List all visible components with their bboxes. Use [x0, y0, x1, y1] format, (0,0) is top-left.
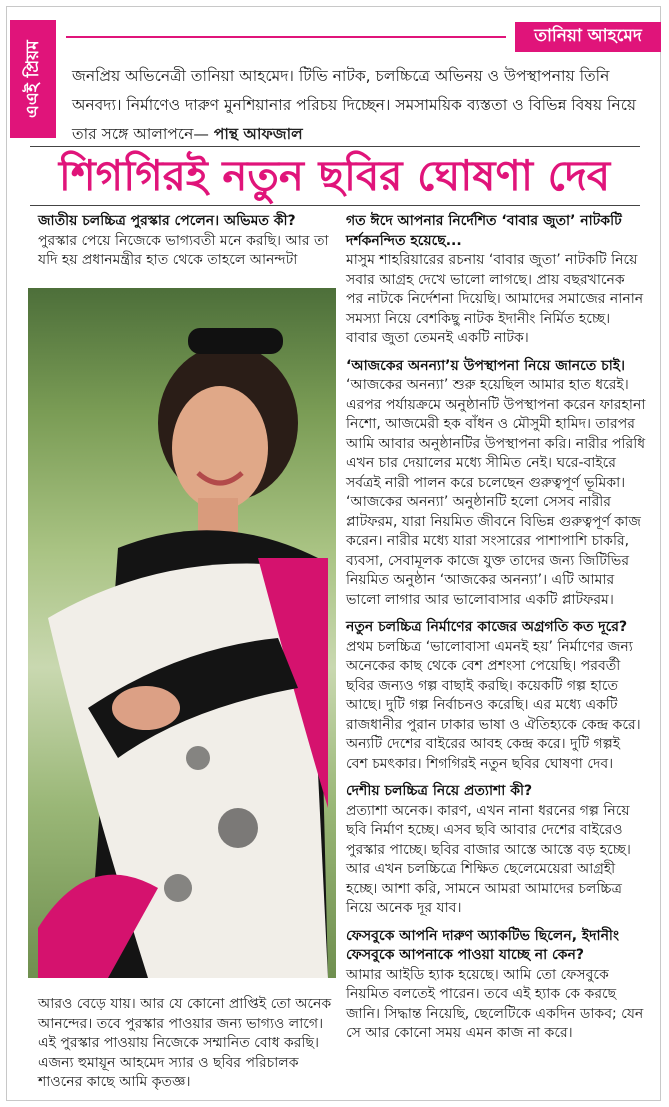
left-column-top	[38, 212, 338, 279]
question-5: দেশীয় চলচ্চিত্র নিয়ে প্রত্যাশা কী?	[346, 783, 533, 799]
question-3: ‘আজকের অনন্যা’য় উপস্থাপনা নিয়ে জানতে চাই।	[346, 357, 626, 374]
intro-paragraph	[72, 62, 652, 149]
answer-2: মাসুম শাহরিয়ারের রচনায় ‘বাবার জুতা’ নাটকটি নিয়ে সবার আগ্রহ দেখে ভালো লাগছে। প্রায় বছরখানেক পর নাটকে নির্দেশনা দিয়েছি। আমাদের সমাজের নানান সমস্যা নিয়ে বেশকিছু নাটক ইদানীং নির্মিত হচ্ছে। বাবার জুতা তেমনই একটি নাটক।	[346, 252, 644, 346]
left-column-bottom	[38, 995, 338, 1101]
divider-top	[30, 146, 640, 147]
answer-6: আমার আইডি হ্যাক হয়েছে। আমি তো ফেসবুকে নিয়মিত বলতেই পারেন। তবে এই হ্যাক কে করছে জানি। সিদ্ধান্ত নিয়েছি, ছেলেটিকে একদিন ডাকব; যেন সে আর কোনো সময় এমন কাজ না করে।	[346, 966, 644, 1041]
question-4: নতুন চলচ্চিত্র নির্মাণের কাজের অগ্রগতি কত দূরে?	[346, 619, 628, 635]
portrait-photo	[28, 288, 336, 978]
question-1: জাতীয় চলচ্চিত্র পুরস্কার পেলেন। অভিমত কী?	[38, 213, 296, 229]
header-rule	[66, 36, 506, 38]
intro-text: জনপ্রিয় অভিনেত্রী তানিয়া আহমেদ। টিভি নাটক, চলচ্চিত্রে অভিনয় ও উপস্থাপনায় তিনি অনবদ্য। নির্মাণেও দারুণ মুনশিয়ানার পরিচয় দিচ্ছেন। সমসাময়িক ব্যস্ততা ও বিভিন্ন বিষয় নিয়ে তার সঙ্গে আলাপনে—	[72, 67, 637, 143]
headline: শিগগিরই নতুন ছবির ঘোষণা দেব	[58, 151, 611, 200]
column-tag	[10, 20, 56, 138]
answer-5: প্রত্যাশা অনেক। কারণ, এখন নানা ধরনের গল্প নিয়ে ছবি নির্মাণ হচ্ছে। এসব ছবি আবার দেশের বাইরেও পুরস্কার পাচ্ছে। ছবির বাজার আস্তে আস্তে বড় হচ্ছে। আর এখন চলচ্চিত্রে শিক্ষিত ছেলেমেয়েরা আগ্রহী হচ্ছে। আশা করি, সামনে আমরা আমাদের চলচ্চিত্র নিয়ে অনেক দূর যাব।	[346, 802, 631, 916]
answer-1-bottom: আরও বেড়ে যায়। আর যে কোনো প্রাপ্তিই তো অনেক আনন্দের। তবে পুরস্কার পাওয়ার জন্য ভাগ্যও লাগে। এই পুরস্কার পাওয়ায় নিজেকে সম্মানিত বোধ করছি। এজন্য হুমায়ূন আহমেদ স্যার ও ছবির পরিচালক শাওনের কাছে আমি কৃতজ্ঞ।	[38, 996, 332, 1090]
right-column	[346, 212, 646, 1052]
answer-1-top: পুরস্কার পেয়ে নিজেকে ভাগ্যবতী মনে করছি। আর তা যদি হয় প্রধানমন্ত্রীর হাত থেকে তাহলে আনন্দটা	[38, 232, 329, 268]
divider-bottom	[30, 205, 640, 206]
answer-4: প্রথম চলচ্চিত্র ‘ভালোবাসা এমনই হয়’ নির্মাণের জন্য অনেকের কাছ থেকে বেশ প্রশংসা পেয়েছি। পরবর্তী ছবির জন্যও গল্প বাছাই করছি। কয়েকটি গল্প হাতে আছে। দুটি গল্প নির্বাচনও করেছি। এর মধ্যে একটি রাজধানীর পুরান ঢাকার ভাষা ও ঐতিহ্যকে কেন্দ্র করে। অন্যটি দেশের বাইরের আবহ কেন্দ্র করে। দুটি গল্পই বেশ চমৎকার। শিগগিরই নতুন ছবির ঘোষণা দেব।	[346, 638, 641, 772]
question-6: ফেসবুকে আপনি দারুণ অ্যাকটিভ ছিলেন, ইদানীং ফেসবুকে আপনাকে পাওয়া যাচ্ছে না কেন?	[346, 927, 619, 963]
answer-3: ‘আজকের অনন্যা’ শুরু হয়েছিল আমার হাত ধরেই। এরপর পর্যায়ক্রমে অনুষ্ঠানটি উপস্থাপনা করেন ফারহানা নিশো, আজমেরী হক বাঁধন ও মৌসুমী হামিদ। তারপর আমি আবার অনুষ্ঠানটির উপস্থাপনা করি। নারীর পরিধি এখন চার দেয়ালের মধ্যে সীমিত নেই। ঘরে-বাইরে সর্বত্রই নারী পালন করে চলেছেন গুরুত্বপূর্ণ ভূমিকা। ‘আজকের অনন্যা’ অনুষ্ঠানটি হলো সেসব নারীর প্লাটফরম, যারা নিয়মিত জীবনে বিভিন্ন গুরুত্বপূর্ণ কাজ করেন। নারীর মধ্যে যারা সংসারের পাশাপাশি চাকরি, ব্যবসা, সেবামূলক কাজে যুক্ত তাদের জন্য জিটিভির নিয়মিত অনুষ্ঠান ‘আজকের অনন্যা’। এটি আমার ভালো লাগার আর ভালোবাসার একটি প্লাটফরম।	[346, 377, 646, 608]
column-tag-text: এএই প্রিয়ম	[22, 40, 43, 118]
intro-author: পান্থ আফজাল	[213, 125, 303, 143]
byline-band: তানিয়া আহমেদ	[515, 22, 661, 52]
portrait-illustration	[28, 288, 336, 978]
question-2: গত ঈদে আপনার নির্দেশিত ‘বাবার জুতা’ নাটকটি দর্শকনন্দিত হয়েছে...	[346, 213, 622, 249]
